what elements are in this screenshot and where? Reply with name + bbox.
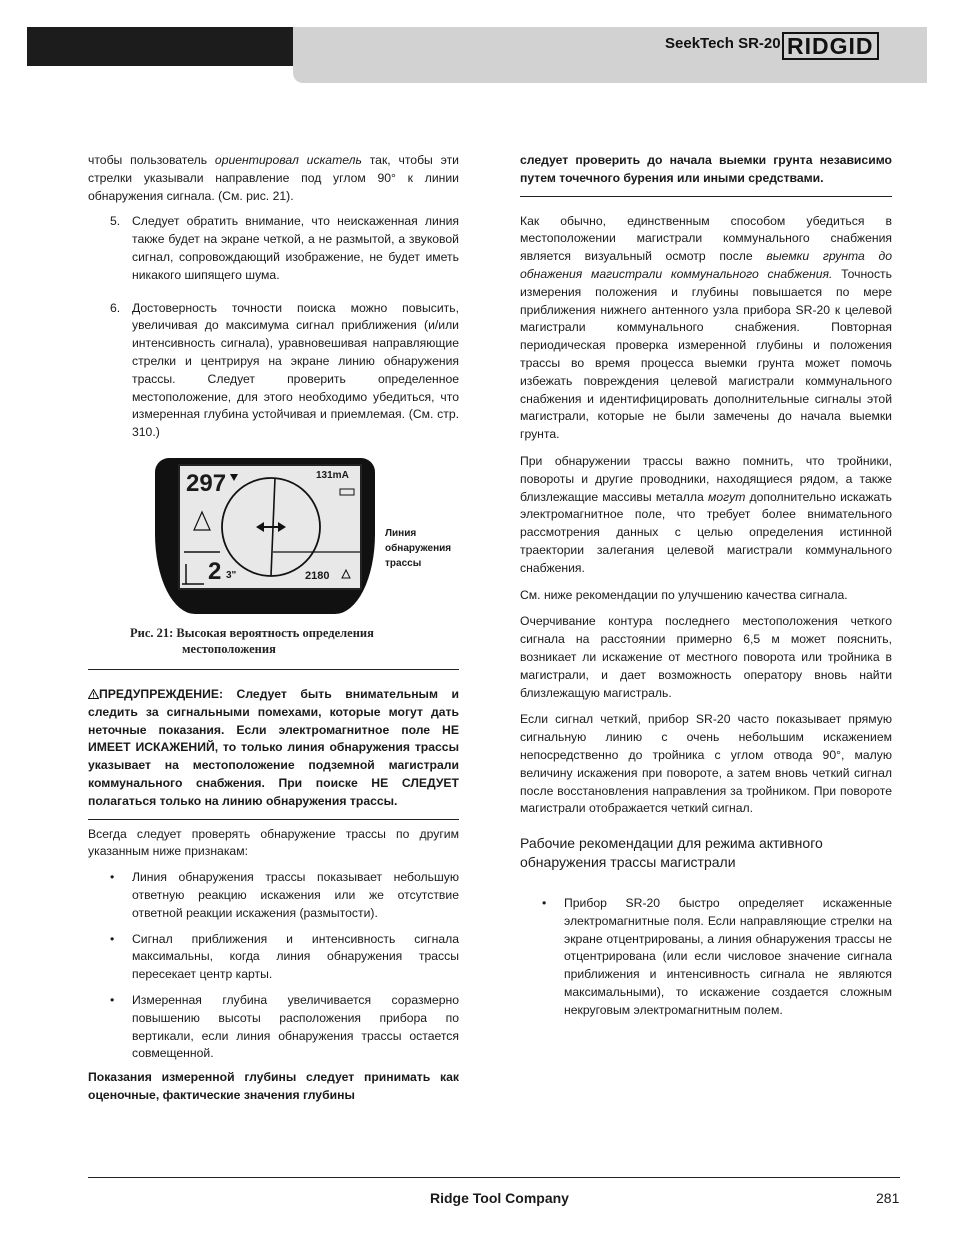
list-item: • Линия обнаружения трассы показывает небольшую ответную реакцию искажения или же отсутствие ответной реакции искажения (размытости). — [110, 870, 459, 920]
warning-paragraph: ПРЕДУПРЕЖДЕНИЕ: Следует быть внимательным и следить за сигнальными помехами, которые могут дать неточные показания. Если электромагнитное поле НЕ ИМЕЕТ ИСКАЖЕНИЙ, то только линия обнаружения трассы указывает на местоположение подземной магистрали коммунального снабжения. При поиске НЕ СЛЕДУЕТ полагаться только на линию обнаружения трассы. — [88, 687, 459, 808]
trace-line-label: Линия обнаружения трассы — [385, 528, 452, 569]
depth-value: 2 — [208, 558, 222, 585]
paragraph-3: См. ниже рекомендации по улучшению качества сигнала. — [520, 587, 848, 602]
footer-company: Ridge Tool Company — [430, 1190, 569, 1206]
list-item-6: 6. Достоверность точности поиска можно повысить, увеличивая до максимума сигнал приближения (и/или интенсивность сигнала), уравновешивая направляющие стрелки и центрируя на экране линию обнаружения трассы. Следует проверить определенное местоположение, для этого необходимо убедиться, что измеренная глубина устойчивая и приемлемая. (См. стр. 310.) — [110, 300, 459, 440]
divider — [88, 669, 459, 670]
divider — [88, 819, 459, 820]
current-value: 131mA — [316, 470, 349, 481]
warning-triangle-icon — [88, 689, 99, 699]
left-column-bottom — [88, 669, 459, 1105]
paragraph-intro: чтобы пользователь ориентировал искатель так, чтобы эти стрелки указывали направление под углом 90° к линии обнаружения сигнала. (См. рис. 21). — [88, 153, 459, 203]
list-item: • Измеренная глубина увеличивается соразмерно повышению высоты расположения прибора по вертикали, если линия обнаружения трассы остается совмещенной. — [110, 992, 459, 1061]
frequency-value: 2180 — [305, 570, 330, 582]
paragraph-2: При обнаружении трассы важно помнить, что тройники, повороты и другие проводники, находящиеся рядом, а также близлежащие массивы металла могут дополнительно искажать электромагнитное поле, что требует более внимательного рассмотрения данных с целью определения истинной траектории залегания целевой магистрали коммунального снабжения. — [520, 453, 892, 575]
list-item: • Сигнал приближения и интенсивность сигнала максимальны, когда линия обнаружения трассы пересекает центр карты. — [110, 931, 459, 982]
footer-divider — [88, 1177, 900, 1178]
ridgid-logo: RIDGID — [782, 32, 879, 60]
header-black-bar — [27, 27, 293, 66]
list-item-5: 5. Следует обратить внимание, что неискаженная линия также будет на экране четкой, а не размытой, а звуковой сигнал, сопровождающий изображение, не будет иметь никакого шипящего шума. — [110, 214, 459, 282]
signal-strength-value: 297 — [186, 470, 227, 497]
left-column-top — [88, 152, 459, 442]
right-column — [520, 152, 892, 1020]
paragraph-4: Очерчивание контура последнего местоположения четкого сигнала на расстоянии примерно 6,5 м может пояснить, возникает ли искажение от местного поворота или тройника в магистрали, и дает возможность оператору вновь найти близлежащую магистраль. — [520, 614, 892, 700]
paragraph-5: Если сигнал четкий, прибор SR-20 часто показывает прямую сигнальную линию с очень небольшим искажением непосредственно до тройника с углом отвода 90°, малую величину искажения при повороте, а затем вновь четкий сигнал после восстановления направления за тройником. При повороте магистрали отображается четкий сигнал. — [520, 712, 892, 816]
figure-caption: Рис. 21: Высокая вероятность определения местоположения — [130, 626, 374, 656]
list-item: • Прибор SR-20 быстро определяет искаженные электромагнитные поля. Если направляющие стрелки на экране отцентрированы, а линия обнаружения трассы не отцентрирована (или если числовое значение сигнала приближения и интенсивность сигнала не являются максимальными), то искажение создается сложным некруговым электромагнитным полем. — [542, 896, 892, 1017]
paragraph-1: Как обычно, единственным способом убедиться в местоположении магистрали коммунального снабжения является визуальный осмотр после выемки грунта до обнажения магистрали коммунального снабжения. Точность измерения положения и глубины повышается по мере приближения нижнего антенного узла прибора SR-20 к целевой магистрали коммунального снабжения. Повторная периодическая проверка измеренной глубины и положения трассы во время процесса выемки грунта может помочь избежать повреждения целевой магистрали коммунального снабжения и идентифицировать дополнительные сигналы этой магистрали, которые не были замечены до начала выемки грунта. — [520, 213, 892, 442]
section-heading: Рабочие рекомендации для режима активного обнаружения трассы магистрали — [520, 835, 823, 871]
paragraph-bold-end: Показания измеренной глубины следует принимать как оценочные, фактические значения глубины — [88, 1070, 459, 1102]
page-number: 281 — [876, 1190, 900, 1206]
locator-screen — [178, 464, 362, 590]
paragraph-always: Всегда следует проверять обнаружение трассы по другим указанным ниже признакам: — [88, 826, 459, 859]
depth-unit: 3" — [226, 570, 237, 581]
header-title: SeekTech SR-20 — [665, 35, 781, 52]
paragraph-bold-start: следует проверить до начала выемки грунта независимо путем точечного бурения или иными средствами. — [520, 153, 892, 185]
divider — [520, 196, 892, 197]
